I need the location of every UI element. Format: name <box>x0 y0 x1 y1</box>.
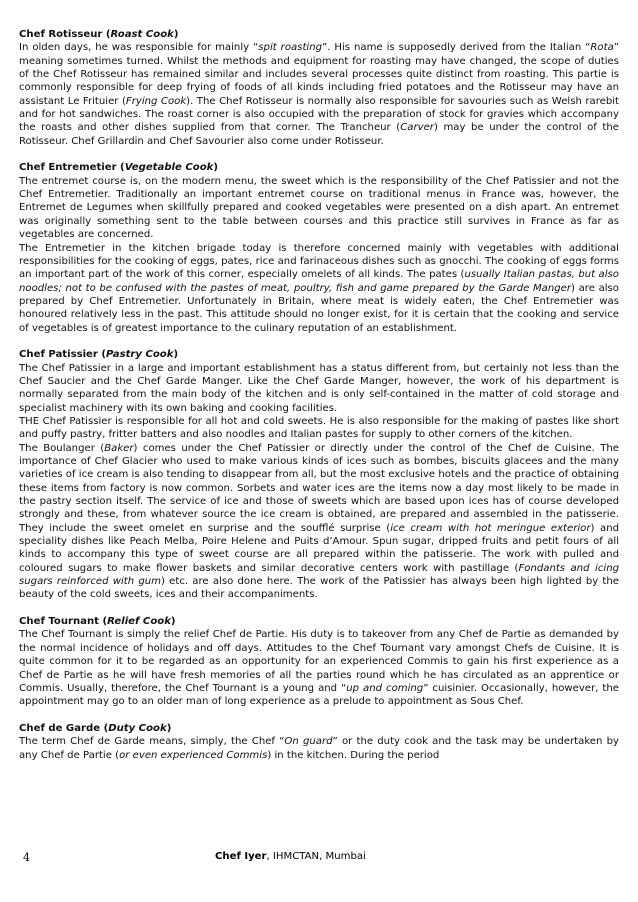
section-heading <box>19 615 619 628</box>
section-heading <box>19 722 619 735</box>
paragraph <box>19 41 619 148</box>
text-run: ) are also prepared by Chef Entremetier. Unfortunately in Britain, where meat is widely eaten, the Chef Entremetier was honoured relatively less in the past. This attitude should no longer exist, for it is certain that the cooking and service of vegetables is of greatest importance to the culinary reputation of an establishment. <box>19 282 619 334</box>
text-run: ) in the kitchen. During the period <box>267 749 440 761</box>
heading-role: Vegetable Cook <box>124 162 214 174</box>
paragraph <box>19 175 619 242</box>
text-run: ). The Chef Rotisseur is normally also responsible for savouries such as Welsh rarebit and for hot sandwiches. The roast corner is also occupied with the preparation of stock for gravies which accompany the roasts and other dishes supplied from that corner. The Trancheur ( <box>19 95 619 134</box>
section-heading <box>19 348 619 361</box>
heading-role: Roast Cook <box>110 29 174 40</box>
text-run: ” cuisinier. Occasionally, however, the appointment may go to an older man of long experience as a prelude to appointment as Sous Chef. <box>19 682 619 708</box>
italic-run: usually Italian pastas, but also noodles; not to be confused with the pastes of meat, poultry, fish and game prepared by the Garde Manger <box>19 269 619 294</box>
section <box>19 615 619 708</box>
document-page <box>19 28 619 775</box>
heading-text: Chef Patissier ( <box>19 349 106 361</box>
italic-run: spit roasting <box>258 42 323 54</box>
italic-run: Baker <box>104 442 134 454</box>
italic-run: Frying Cook <box>125 95 187 107</box>
paragraph <box>19 242 619 335</box>
heading-text: Chef Rotisseur ( <box>19 29 111 40</box>
section <box>19 161 619 334</box>
heading-text: Chef Entremetier ( <box>19 162 125 174</box>
text-run: ) and speciality dishes like Peach Melba, Poire Helene and Puits d’Amour. Spun sugar, dripped fruits and petit fours of all kinds to accompany this type of sweet course are all prepared within the patisserie. The work with pulled and coloured sugars to make flower baskets and similar decorative centers work with pastillage ( <box>19 522 619 574</box>
text-run: ) etc. are also done here. The work of the Patissier has always been high lighted by the beauty of the cold sweets, ices and their accompaniments. <box>19 576 619 601</box>
heading-text: Chef de Garde ( <box>19 722 109 734</box>
text-run: The entremet course is, on the modern menu, the sweet which is the responsibility of the Chef Patissier and not the Chef Entremetier. Traditionally an important entremet course on traditional menus in France was, however, the Entremet de Legumes when skillfully prepared and cooked vegetables were presented on a dish apart. An entremet was originally something sent to the table between courses and this practice still survives in France as far as vegetables are concerned. <box>19 175 619 241</box>
text-run: ” or the duty cook and the task may be undertaken by any Chef de Partie ( <box>19 736 619 761</box>
section <box>19 28 619 148</box>
text-run: THE Chef Patissier is responsible for all hot and cold sweets. He is also responsible for the making of pastes like short and puffy pastry, fritter batters and also noodles and Italian pastes for supply to other corners of the kitchen. <box>19 415 619 441</box>
text-run: The term Chef de Garde means, simply, the Chef “ <box>19 736 285 748</box>
footer-institution: , IHMCTAN, Mumbai <box>266 851 366 862</box>
page-number: 4 <box>23 851 30 864</box>
section-heading <box>19 28 619 41</box>
section <box>19 722 619 762</box>
text-run: The Entremetier in the kitchen brigade today is therefore concerned mainly with vegetables with additional responsibilities for the cooking of eggs, pates, rice and farinaceous dishes such as gnocchi. The cooking of eggs forms an important part of the work of this corner, especially omelets of all kinds. The pates ( <box>19 242 619 281</box>
italic-run: Rota <box>590 42 614 54</box>
footer-author: Chef Iyer <box>215 851 267 862</box>
paragraph <box>19 628 619 708</box>
paragraph <box>19 362 619 415</box>
text-run: ”. His name is supposedly derived from the Italian “ <box>322 42 591 54</box>
paragraph <box>19 735 619 762</box>
heading-role: Relief Cook <box>107 616 171 628</box>
heading-close: ) <box>173 349 179 361</box>
text-run: The Chef Patissier in a large and important establishment has a status different from, but certainly not less than the Chef Saucier and the Chef Garde Manger. Like the Chef Garde Manger, however, the work of his department is normally separated from the main body of the kitchen and is only self-contained in the matter of cold storage and specialist machinery with its own baking and cooking facilities. <box>19 362 619 414</box>
heading-close: ) <box>170 616 176 628</box>
text-run: ” meaning sometimes turned. Whilst the methods and equipment for roasting may have changed, the scope of duties of the Chef Rotisseur has remained similar and includes several processes quite distinct from roasting. This partie is commonly responsible for deep frying of foods of all kinds including fried potatoes and the Rotisseur may have an assistant Le Frituier ( <box>19 42 619 107</box>
footer-byline <box>215 851 366 862</box>
paragraph <box>19 442 619 602</box>
text-run: The Boulanger ( <box>19 442 105 454</box>
paragraph <box>19 415 619 442</box>
italic-run: up and coming <box>346 682 424 694</box>
text-run: In olden days, he was responsible for mainly “ <box>19 42 259 54</box>
text-run: ) may be under the control of the Rotisseur. Chef Grillardin and Chef Savourier also come under Rotisseur. <box>19 122 619 147</box>
heading-close: ) <box>213 162 218 174</box>
heading-close: ) <box>173 29 179 40</box>
heading-role: Pastry Cook <box>106 349 174 361</box>
italic-run: ice cream with hot meringue exterior <box>390 522 591 534</box>
heading-role: Duty Cook <box>108 722 167 734</box>
text-run: The Chef Tournant is simply the relief Chef de Partie. His duty is to takeover from any Chef de Partie as demanded by the normal incidence of holidays and off days. Attitudes to the Chef Tournant vary amongst Chefs de Cuisine. It is quite common for it to be regarded as an opportunity for an experienced Commis to gain his first experience as a Chef de Partie as he will have fresh memories of all the parties round which he has circulated as an apprentice or Commis. Usually, therefore, the Chef Tournant is a young and “ <box>19 629 619 694</box>
section <box>19 348 619 602</box>
heading-text: Chef Tournant ( <box>19 616 108 628</box>
italic-run: On guard <box>284 736 333 748</box>
italic-run: Fondants and icing sugars reinforced with gum <box>19 562 619 588</box>
italic-run: or even experienced Commis <box>119 749 268 761</box>
page-footer <box>19 851 619 867</box>
heading-close: ) <box>166 722 172 734</box>
italic-run: Carver <box>400 122 434 134</box>
text-run: ) comes under the Chef Patissier or directly under the control of the Chef de Cuisine. The importance of Chef Glacier who used to make various kinds of ices such as bombes, biscuits glacees and the many varieties of ice cream is also tending to disappear from all, but the most exclusive hotels and the practice of obtaining these items from factory is now common. Sorbets and water ices are the items now a day most likely to be made in the pastry section itself. The service of ice and those of sweets which are based upon ices has of course developed strongly and these, from whatever source the ice cream is obtained, are prepared and assembled in the patisserie. They include the sweet omelet en surprise and the soufflé surprise ( <box>19 442 619 534</box>
section-heading <box>19 161 619 174</box>
section-list <box>19 28 619 762</box>
